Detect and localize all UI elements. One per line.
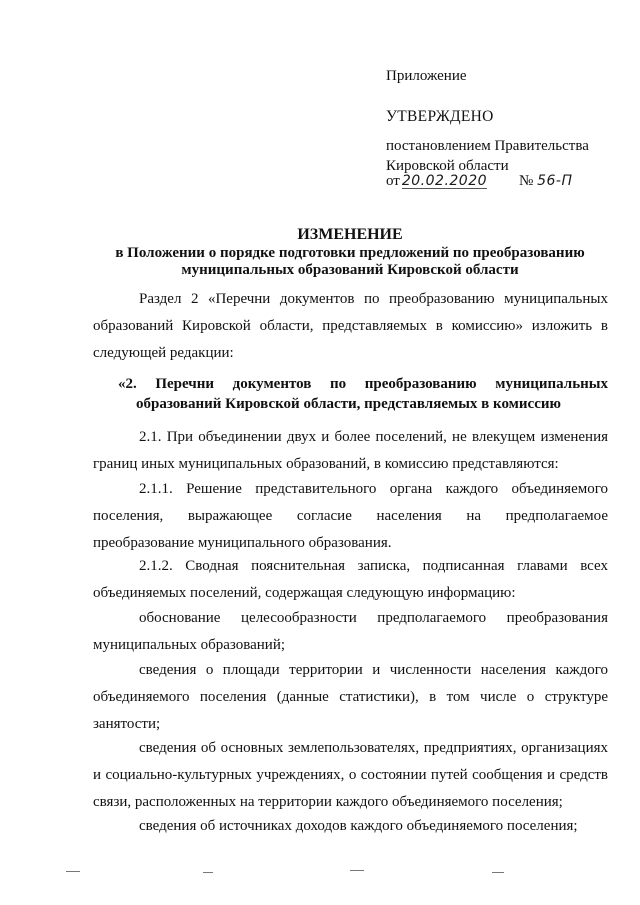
document-subtitle-line-2: муниципальных образований Кировской области [181,262,519,278]
number-label: № [519,173,534,189]
document-subtitle-line-1: в Положении о порядке подготовки предложений по преобразованию [115,245,585,261]
decree-reference [386,136,626,176]
handwritten-number: 56-П [537,173,573,189]
decree-date-number [386,171,626,191]
decree-line-2: Кировской области [386,158,509,174]
approved-label: УТВЕРЖДЕНО [386,108,494,125]
item-rationale: обоснование целесообразности предполагаемого преобразования муниципальных образований; [93,610,608,653]
document-title: ИЗМЕНЕНИЕ [297,226,403,243]
annex-label: Приложение [386,68,467,84]
decree-line-1: постановлением Правительства [386,138,589,154]
item-area-population: сведения о площади территории и численности населения каждого объединяемого поселения (данные статистики), в том числе о структуре занятости; [93,662,608,732]
paragraph-2-1: 2.1. При объединении двух и более поселений, не влекущем изменения границ иных муниципальных образований, в комиссию представляются: [93,429,608,472]
item-income-sources: сведения об источниках доходов каждого объединяемого поселения; [139,818,578,834]
scan-speck [492,872,504,873]
paragraph-2-1-1: 2.1.1. Решение представительного органа каждого объединяемого поселения, выражающее согласие населения на предполагаемое преобразование муниципального образования. [93,481,608,551]
handwritten-date: 20.02.2020 [401,173,488,189]
intro-paragraph: Раздел 2 «Перечни документов по преобразованию муниципальных образований Кировской области, представляемых в комиссию» изложить в следующей редакции: [93,291,608,361]
scan-speck [350,870,364,871]
from-label: от [386,173,400,189]
scan-speck [203,872,213,873]
scan-speck [66,871,80,872]
item-land-users: сведения об основных землепользователях, предприятиях, организациях и социально-культурных учреждениях, о состоянии путей сообщения и средств связи, расположенных на территории каждого объединяемого поселения; [93,740,608,810]
section-title: «2. Перечни документов по преобразованию муниципальных образований Кировской области, представляемых в комиссию [118,376,608,412]
paragraph-2-1-2: 2.1.2. Сводная пояснительная записка, подписанная главами всех объединяемых поселений, содержащая следующую информацию: [93,558,608,601]
